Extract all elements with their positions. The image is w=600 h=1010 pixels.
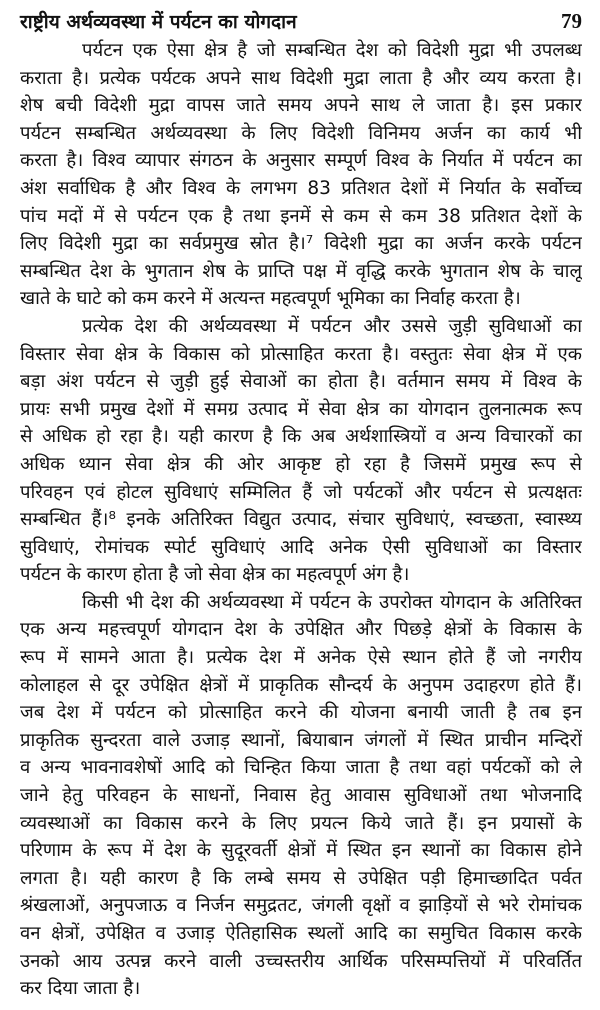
text-line: परिणाम के रूप में देश के सुदूरवर्ती क्षेत्रों में स्थित इन स्थानों का विकास होने [20, 840, 582, 862]
text-line: व्यवस्थाओं का विकास करने के लिए प्रयत्न किये जाते हैं। इन प्रयासों के [20, 812, 582, 834]
text-line: पर्यटन एक ऐसा क्षेत्र है जो सम्बन्धित देश को विदेशी मुद्रा भी उपलब्ध [82, 40, 582, 61]
text-line: से अधिक हो रहा है। यही कारण है कि अब अर्थशास्त्रियों व अन्य विचारकों का [20, 426, 582, 448]
text-line: करता है। विश्व व्यापार संगठन के अनुसार सम्पूर्ण विश्व के निर्यात में पर्यटन का [20, 150, 582, 172]
text-line: सुविधाएं, रोमांचक स्पोर्ट सुविधाएं आदि अनेक ऐसी सुविधाओं का विस्तार [20, 536, 582, 558]
paragraph [20, 589, 582, 1003]
text-line: व अन्य भावनावशेषों आदि को चिन्हित किया जाता है तथा वहां पर्यटकों को ले [20, 757, 582, 779]
running-header [20, 6, 582, 36]
paragraph [20, 313, 582, 589]
text-line: सम्बन्धित देश के भुगतान शेष के प्राप्ति पक्ष में वृद्धि करके भुगतान शेष के चालू [20, 260, 582, 282]
text-line: किसी भी देश की अर्थव्यवस्था में पर्यटन के उपरोक्त योगदान के अतिरिक्त [82, 591, 582, 613]
text-line: श्रंखलाओं, अनुपजाऊ व निर्जन समुद्रतट, जंगली वृक्षों व झाड़ियों से भरे रोमांचक [20, 895, 582, 917]
text-line: प्राकृतिक सुन्दरता वाले उजाड़ स्थानों, बियाबान जंगलों में स्थित प्राचीन मन्दिरों [20, 729, 582, 751]
text-line: खाते के घाटे को कम करने में अत्यन्त महत्वपूर्ण भूमिका का निर्वाह करता है। [20, 288, 521, 310]
text-line: पांच मदों में से पर्यटन एक है तथा इनमें से कम से कम 38 प्रतिशत देशों के [20, 205, 582, 227]
page-number: 79 [561, 8, 582, 33]
text-line: अंश सर्वाधिक है और विश्व के लगभग 83 प्रतिशत देशों में निर्यात के सर्वोच्च [20, 177, 582, 199]
text-line: सम्बन्धित हैं।⁸ इनके अतिरिक्त विद्युत उत्पाद, संचार सुविधाएं, स्वच्छता, स्वास्थ्य [20, 509, 582, 531]
text-line: परिवहन एवं होटल सुविधाएं सम्मिलित हैं जो पर्यटकों और पर्यटन से प्रत्यक्षतः [20, 481, 582, 503]
text-line: पर्यटन के कारण होता है जो सेवा क्षेत्र का महत्वपूर्ण अंग है। [20, 564, 410, 586]
text-line: लगता है। यही कारण है कि लम्बे समय से उपेक्षित पड़ी हिमाच्छादित पर्वत [20, 867, 582, 889]
paragraph [20, 37, 582, 313]
text-line: अधिक ध्यान सेवा क्षेत्र की ओर आकृष्ट हो रहा है जिसमें प्रमुख रूप से [20, 453, 582, 475]
text-line: पर्यटन सम्बन्धित अर्थव्यवस्था के लिए विदेशी विनिमय अर्जन का कार्य भी [20, 122, 582, 144]
text-line: जब देश में पर्यटन को प्रोत्साहित करने की योजना बनायी जाती है तब इन [20, 702, 582, 724]
body-text [20, 37, 582, 1003]
text-line: कराता है। प्रत्येक पर्यटक अपने साथ विदेशी मुद्रा लाता है और व्यय करता है। [20, 67, 582, 89]
text-line: बड़ा अंश पर्यटन से जुड़ी हुई सेवाओं का होता है। वर्तमान समय में विश्व के [20, 371, 582, 393]
text-line: वन क्षेत्रों, उपेक्षित व उजाड़ ऐतिहासिक स्थलों आदि का समुचित विकास करके [20, 923, 582, 944]
text-line: रूप में सामने आता है। प्रत्येक देश में अनेक ऐसे स्थान होते हैं जो नगरीय [20, 647, 582, 669]
text-line: प्रायः सभी प्रमुख देशों में समग्र उत्पाद में सेवा क्षेत्र का योगदान तुलनात्मक रूप [20, 398, 582, 420]
chapter-title: राष्ट्रीय अर्थव्यवस्था में पर्यटन का योगदान [20, 11, 297, 33]
text-line: कोलाहल से दूर उपेक्षित क्षेत्रों में प्राकृतिक सौन्दर्य के अनुपम उदाहरण होते हैं। [20, 674, 582, 696]
text-line: कर दिया जाता है। [20, 978, 141, 1000]
text-line: लिए विदेशी मुद्रा का सर्वप्रमुख स्रोत है।⁷ विदेशी मुद्रा का अर्जन करके पर्यटन [20, 233, 582, 255]
text-line: उनको आय उत्पन्न करने वाली उच्चस्तरीय आर्थिक परिसम्पत्तियों में परिवर्तित [20, 950, 582, 972]
text-line: प्रत्येक देश की अर्थव्यवस्था में पर्यटन और उससे जुड़ी सुविधाओं का [82, 315, 582, 337]
text-line: विस्तार सेवा क्षेत्र के विकास को प्रोत्साहित करता है। वस्तुतः सेवा क्षेत्र में एक [20, 343, 582, 365]
text-line: जाने हेतु परिवहन के साधनों, निवास हेतु आवास सुविधाओं तथा भोजनादि [20, 785, 582, 807]
text-line: शेष बची विदेशी मुद्रा वापस जाते समय अपने साथ ले जाता है। इस प्रकार [20, 95, 582, 117]
text-line: एक अन्य महत्त्वपूर्ण योगदान देश के उपेक्षित और पिछड़े क्षेत्रों के विकास के [20, 619, 582, 641]
